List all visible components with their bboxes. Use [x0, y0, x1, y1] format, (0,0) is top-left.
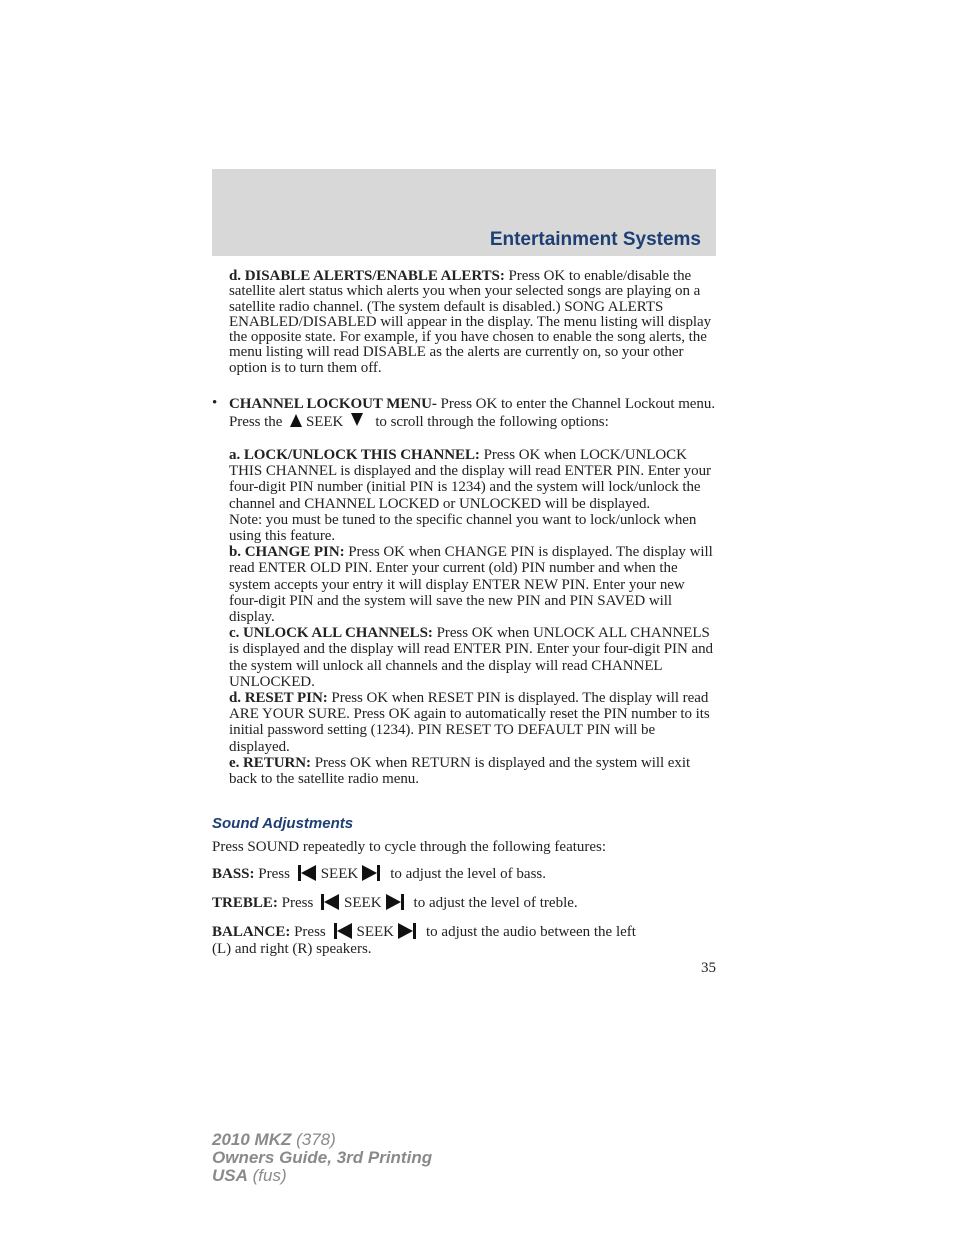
- bass-label: BASS:: [212, 866, 255, 882]
- sound-intro: Press SOUND repeatedly to cycle through the following features:: [212, 839, 607, 855]
- treble-line: [212, 893, 578, 912]
- seek-next-icon: [362, 864, 380, 882]
- seek-previous-icon: [321, 893, 339, 911]
- balance-label: BALANCE:: [212, 924, 291, 940]
- seek-previous-icon: [298, 864, 316, 882]
- press-text: Press: [290, 924, 326, 940]
- option-reset-pin: [229, 690, 716, 755]
- section-header-band: [212, 169, 716, 256]
- treble-label: TREBLE:: [212, 895, 278, 911]
- seek-next-icon: [386, 893, 404, 911]
- footer-line-3: [212, 1167, 432, 1185]
- option-lock-unlock: [229, 447, 716, 512]
- option-text: Press OK when CHANGE PIN is displayed. The display will read ENTER OLD PIN. Enter your current (old) PIN number and when the system accepts your entry it will display ENTER NEW PIN. Enter your new four-digit PIN and the system will save the new PIN and PIN SAVED will display.: [229, 544, 713, 626]
- sound-heading: Sound Adjustments: [212, 815, 354, 832]
- footer-model: 2010 MKZ: [212, 1130, 292, 1149]
- seek-label: SEEK: [344, 895, 382, 911]
- option-label: e. RETURN:: [229, 754, 311, 771]
- page-number: 35: [701, 960, 716, 976]
- lockout-label: CHANNEL LOCKOUT MENU-: [229, 396, 437, 412]
- footer-line-2: Owners Guide, 3rd Printing: [212, 1148, 433, 1167]
- bass-text: to adjust the level of bass.: [390, 866, 547, 882]
- option-text: Press OK when LOCK/UNLOCK THIS CHANNEL is displayed and the display will read ENTER PIN. Enter your four-digit PIN number (initial PIN is 1234) and the system will lock/unlock the channel and CHANNEL LOCKED or UNLOCKED will be displayed.: [229, 447, 711, 512]
- bullet: •: [212, 395, 218, 411]
- lockout-intro: [229, 395, 716, 431]
- balance-line: [212, 922, 636, 941]
- press-text: Press: [277, 895, 314, 911]
- alerts-label: d. DISABLE ALERTS/ENABLE ALERTS:: [229, 268, 505, 284]
- seek-previous-icon: [334, 922, 352, 940]
- section-title: Entertainment Systems: [489, 229, 701, 250]
- footer-market-code: (fus): [247, 1166, 287, 1185]
- seek-next-icon: [398, 922, 416, 940]
- footer: [212, 1131, 432, 1185]
- seek-label: SEEK: [320, 866, 359, 882]
- alerts-text: Press OK to enable/disable the satellite alert status which alerts you when your selected songs are playing on a satellite radio channel. (The system default is disabled.) SONG ALERTS ENABLED/DISABLED will appear in the display. The menu listing will display the opposite state. For example, if you have chosen to enable the song alerts, the menu listing will read DISABLE as the alerts are currently on, so your other option is to turn them off.: [229, 268, 712, 376]
- option-note: [229, 512, 716, 544]
- treble-text: to adjust the level of treble.: [413, 895, 578, 911]
- option-text: Press OK when RESET PIN is displayed. The display will read ARE YOUR SURE. Press OK again to automatically reset the PIN number to its initial password setting (1234). PIN RESET TO DEFAULT PIN will be displayed.: [229, 690, 710, 755]
- option-text: Press OK when RETURN is displayed and the system will exit back to the satellite radio menu.: [229, 754, 691, 788]
- option-text: Note: you must be tuned to the specific channel you want to lock/unlock when using this feature.: [229, 511, 697, 545]
- balance-text: to adjust the audio between the left: [426, 924, 636, 940]
- arrow-down-icon: [351, 413, 363, 426]
- balance-line-2: (L) and right (R) speakers.: [212, 941, 372, 957]
- press-text: Press: [254, 866, 290, 882]
- arrow-up-icon: [290, 414, 302, 427]
- option-label: d. RESET PIN:: [229, 690, 328, 707]
- option-text: Press OK when UNLOCK ALL CHANNELS is displayed and the display will read ENTER PIN. Enter your four-digit PIN and the system will unlock all channels and the display will read CHANNEL UNLOCKED.: [229, 625, 713, 690]
- alerts-paragraph: [229, 269, 716, 376]
- option-label: b. CHANGE PIN:: [229, 544, 345, 561]
- option-change-pin: [229, 544, 716, 625]
- bass-line: [212, 864, 546, 883]
- footer-market: USA: [212, 1166, 248, 1185]
- option-label: c. UNLOCK ALL CHANNELS:: [229, 625, 433, 642]
- footer-line-1: [212, 1131, 432, 1149]
- option-unlock-all: [229, 625, 716, 690]
- footer-code: (378): [291, 1130, 336, 1149]
- option-return: [229, 755, 716, 787]
- seek-label: SEEK: [306, 414, 344, 430]
- option-label: a. LOCK/UNLOCK THIS CHANNEL:: [229, 447, 480, 463]
- lockout-text-before: Press OK to enter the Channel Lockout menu. Press the: [229, 396, 716, 430]
- seek-label: SEEK: [356, 924, 395, 940]
- lockout-text-after: to scroll through the following options:: [375, 414, 609, 430]
- lockout-options: [229, 447, 716, 787]
